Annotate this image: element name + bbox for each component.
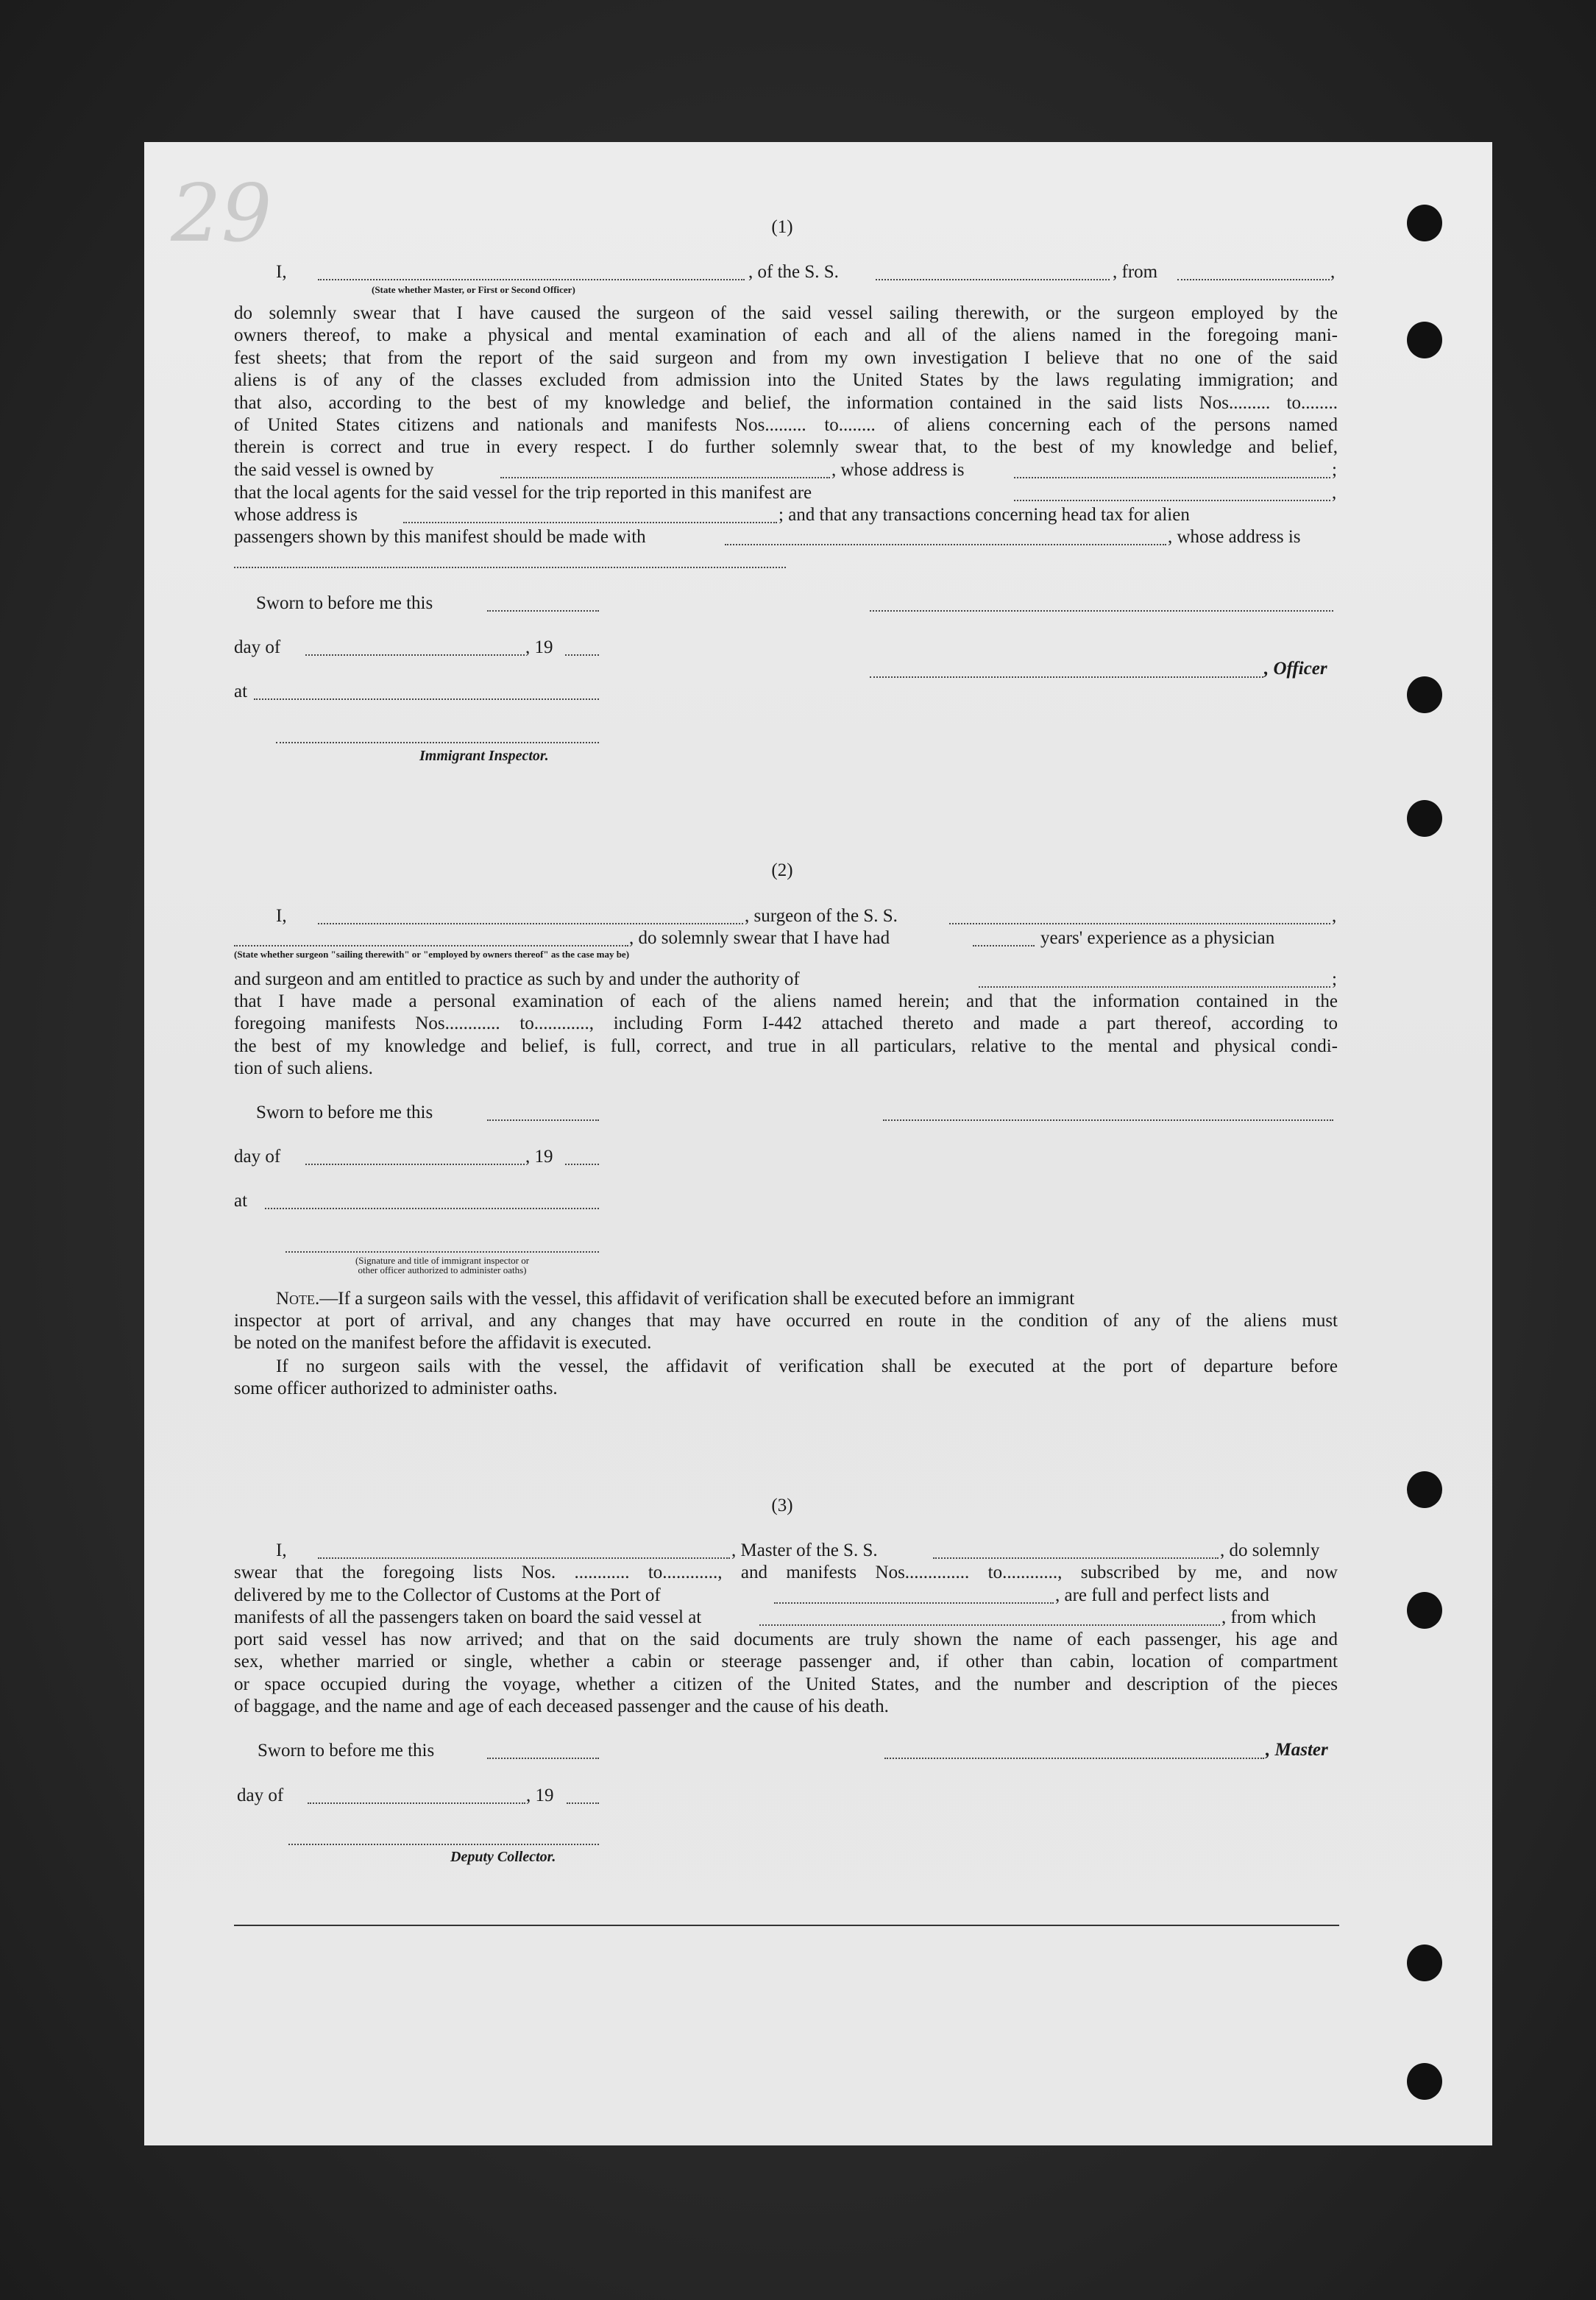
text-sworn: Sworn to before me this	[256, 1103, 433, 1122]
bottom-rule	[234, 1925, 1339, 1926]
blank-sworn-date[interactable]	[487, 1119, 599, 1121]
punch-hole-1	[1407, 205, 1442, 241]
blank-officer-signature-1[interactable]	[870, 610, 1333, 612]
text-semicolon: ;	[1332, 460, 1337, 480]
text-at: at	[234, 1191, 248, 1211]
blank-surgeon-status[interactable]	[234, 945, 628, 946]
hint-surgeon-status: (State whether surgeon "sailing therewith" or "employed by owners thereof" as the case may be)	[234, 949, 630, 960]
body-line: owners thereof, to make a physical and mental examination of each and all of the aliens named in the foregoing mani-	[234, 325, 1338, 346]
blank-day-month[interactable]	[308, 1802, 525, 1804]
text-at: at	[234, 682, 248, 701]
punch-hole-6	[1407, 1592, 1442, 1629]
text-passengers-made-with: passengers shown by this manifest should be made with	[234, 527, 646, 547]
section-3-body-b	[234, 1629, 1338, 1719]
text-whose-address-is: whose address is	[234, 505, 358, 525]
blank-inspector-signature[interactable]	[276, 742, 599, 743]
body-line: swear that the foregoing lists Nos. ............ to............, and manifests Nos.............. to............, subscribed by me, and now	[234, 1563, 1338, 1582]
blank-at-place[interactable]	[265, 1208, 599, 1209]
note-line: be noted on the manifest before the affidavit is executed.	[234, 1333, 652, 1354]
body-line: or space occupied during the voyage, whether a citizen of the United States, and the number and description of the pieces	[234, 1674, 1338, 1694]
text-whose-address-is: , whose address is	[1168, 527, 1301, 547]
text-year: , 19	[525, 1147, 553, 1167]
punch-hole-5	[1407, 1471, 1442, 1508]
text-authority: and surgeon and am entitled to practice as such by and under the authority of	[234, 969, 800, 989]
blank-agent-address[interactable]	[403, 522, 777, 523]
body-line: foregoing manifests Nos............ to............, including Form I-442 attached thereto and made a part thereof, according to	[234, 1013, 1338, 1034]
punch-hole-7	[1407, 1945, 1442, 1981]
text-year: , 19	[525, 637, 553, 657]
text-taken-on-board: manifests of all the passengers taken on board the said vessel at	[234, 1607, 702, 1627]
blank-year[interactable]	[565, 1164, 599, 1165]
blank-officer-signature-2[interactable]	[870, 676, 1263, 678]
text-i: I,	[276, 906, 287, 926]
text-collector-port: delivered by me to the Collector of Customs at the Port of	[234, 1585, 661, 1605]
note-2-last-line: some officer authorized to administer oaths.	[234, 1379, 558, 1398]
body-line: therein is correct and true in every respect. I do further solemnly swear that, to the best of my knowledge and belief,	[234, 437, 1338, 458]
label-immigrant-inspector: Immigrant Inspector.	[419, 748, 549, 764]
blank-officer-name[interactable]	[318, 279, 745, 280]
text-full-perfect-lists: , are full and perfect lists and	[1055, 1585, 1269, 1605]
text-day-of: day of	[237, 1786, 284, 1805]
text-day-of: day of	[234, 637, 281, 657]
text-i: I,	[276, 262, 287, 282]
blank-official-signature[interactable]	[285, 1251, 599, 1253]
text-local-agents: that the local agents for the said vessel for the trip reported in this manifest are	[234, 483, 812, 503]
blank-head-tax-party[interactable]	[725, 544, 1166, 545]
blank-embark-port[interactable]	[759, 1624, 1220, 1626]
text-do-solemnly: , do solemnly	[1220, 1540, 1320, 1560]
blank-day-month[interactable]	[305, 654, 525, 656]
blank-vessel-name[interactable]	[876, 279, 1110, 280]
blank-surgeon-vessel[interactable]	[949, 923, 1330, 924]
text-year: , 19	[526, 1786, 554, 1805]
handwritten-page-number: 29	[171, 168, 272, 260]
blank-master-vessel[interactable]	[933, 1557, 1219, 1559]
note-first-line	[276, 1288, 1074, 1310]
text-owned-by: the said vessel is owned by	[234, 460, 434, 480]
text-day-of: day of	[234, 1147, 281, 1167]
blank-port[interactable]	[774, 1602, 1054, 1604]
text-sworn: Sworn to before me this	[256, 593, 433, 613]
note-line: inspector at port of arrival, and any changes that may have occurred en route in the condition of any of the aliens must	[234, 1311, 1338, 1331]
text-comma: ,	[1330, 262, 1336, 282]
section-3-body-a	[234, 1562, 1338, 1584]
blank-at-place[interactable]	[254, 698, 599, 700]
note-label: Note.	[276, 1289, 320, 1309]
blank-owner-address[interactable]	[1014, 477, 1330, 478]
label-officer: , Officer	[1264, 659, 1327, 679]
punch-hole-8	[1407, 2063, 1442, 2100]
blank-deputy-signature[interactable]	[288, 1844, 599, 1845]
body-line: do solemnly swear that I have caused the surgeon of the said vessel sailing therewith, or the surgeon employed by the	[234, 303, 1338, 323]
blank-surgeon-signature[interactable]	[883, 1119, 1333, 1121]
text-semicolon: ;	[1332, 969, 1337, 989]
text-from: , from	[1113, 262, 1158, 282]
text-i: I,	[276, 1540, 287, 1560]
blank-sworn-date[interactable]	[487, 1758, 599, 1759]
text-comma: ,	[1332, 483, 1337, 503]
blank-authority[interactable]	[979, 986, 1330, 988]
blank-year[interactable]	[567, 1802, 599, 1804]
text-comma: ,	[1332, 906, 1337, 926]
note-text: —If a surgeon sails with the vessel, this affidavit of verification shall be executed before an immigrant	[319, 1289, 1075, 1309]
body-line: sex, whether married or single, whether a cabin or steerage passenger and, if other than cabin, location of compartment	[234, 1652, 1338, 1672]
caption-signature-line-2: other officer authorized to administer oaths)	[358, 1264, 527, 1275]
text-master-of-ss: , Master of the S. S.	[731, 1540, 878, 1560]
section-2-heading: (2)	[771, 860, 793, 880]
punch-hole-2	[1407, 322, 1442, 358]
blank-master-name[interactable]	[318, 1557, 730, 1559]
text-sworn: Sworn to before me this	[258, 1741, 435, 1761]
blank-day-month[interactable]	[305, 1164, 525, 1165]
hint-officer-rank: (State whether Master, or First or Second Officer)	[372, 284, 575, 295]
blank-master-signature[interactable]	[884, 1758, 1264, 1759]
blank-owner[interactable]	[500, 477, 830, 478]
punch-hole-3	[1407, 676, 1442, 713]
note-2-first-line: If no surgeon sails with the vessel, the affidavit of verification shall be executed at the port of departure before	[276, 1356, 1338, 1376]
blank-head-tax-address[interactable]	[234, 567, 786, 568]
punch-hole-4	[1407, 800, 1442, 837]
body-line: that I have made a personal examination of each of the aliens named herein; and that the information contained in the	[234, 991, 1338, 1011]
section-1-heading: (1)	[771, 217, 793, 237]
body-line: of United States citizens and nationals and manifests Nos......... to........ of aliens concerning each of the persons named	[234, 415, 1338, 436]
text-do-solemnly-swear: , do solemnly swear that I have had	[629, 928, 890, 948]
body-line: port said vessel has now arrived; and that on the said documents are truly shown the name of each passenger, his age and	[234, 1630, 1338, 1649]
body-line: fest sheets; that from the report of the said surgeon and from my own investigation I believe that no one of the said	[234, 347, 1338, 368]
blank-surgeon-name[interactable]	[318, 923, 743, 924]
section-2-body	[234, 991, 1338, 1080]
text-surgeon-of-ss: , surgeon of the S. S.	[745, 906, 898, 926]
blank-sworn-date[interactable]	[487, 610, 599, 612]
body-line: of baggage, and the name and age of each deceased passenger and the cause of his death.	[234, 1696, 889, 1717]
body-line: aliens is of any of the classes excluded from admission into the United States by the laws regulating immigration; and	[234, 370, 1338, 391]
blank-years-experience[interactable]	[973, 945, 1035, 946]
blank-year[interactable]	[565, 654, 599, 656]
text-years-experience: years' experience as a physician	[1040, 928, 1275, 948]
text-from-which: , from which	[1221, 1607, 1316, 1627]
label-master: , Master	[1266, 1740, 1328, 1760]
body-line: that also, according to the best of my knowledge and belief, the information contained in the said lists Nos......... to........	[234, 392, 1338, 413]
text-whose-address: , whose address is	[831, 460, 965, 480]
note-body	[234, 1310, 1338, 1355]
body-line: the best of my knowledge and belief, is full, correct, and true in all particulars, relative to the mental and physical condi-	[234, 1036, 1338, 1056]
section-1-body	[234, 302, 1338, 459]
text-head-tax: ; and that any transactions concerning head tax for alien	[779, 505, 1190, 525]
caption-signature-line-1: (Signature and title of immigrant inspector or	[355, 1255, 530, 1266]
section-3-heading: (3)	[771, 1496, 793, 1515]
blank-from-port[interactable]	[1177, 279, 1330, 280]
label-deputy-collector: Deputy Collector.	[450, 1849, 556, 1865]
body-line: tion of such aliens.	[234, 1058, 373, 1079]
text-of-ss: , of the S. S.	[748, 262, 839, 282]
blank-local-agents[interactable]	[1014, 500, 1330, 501]
